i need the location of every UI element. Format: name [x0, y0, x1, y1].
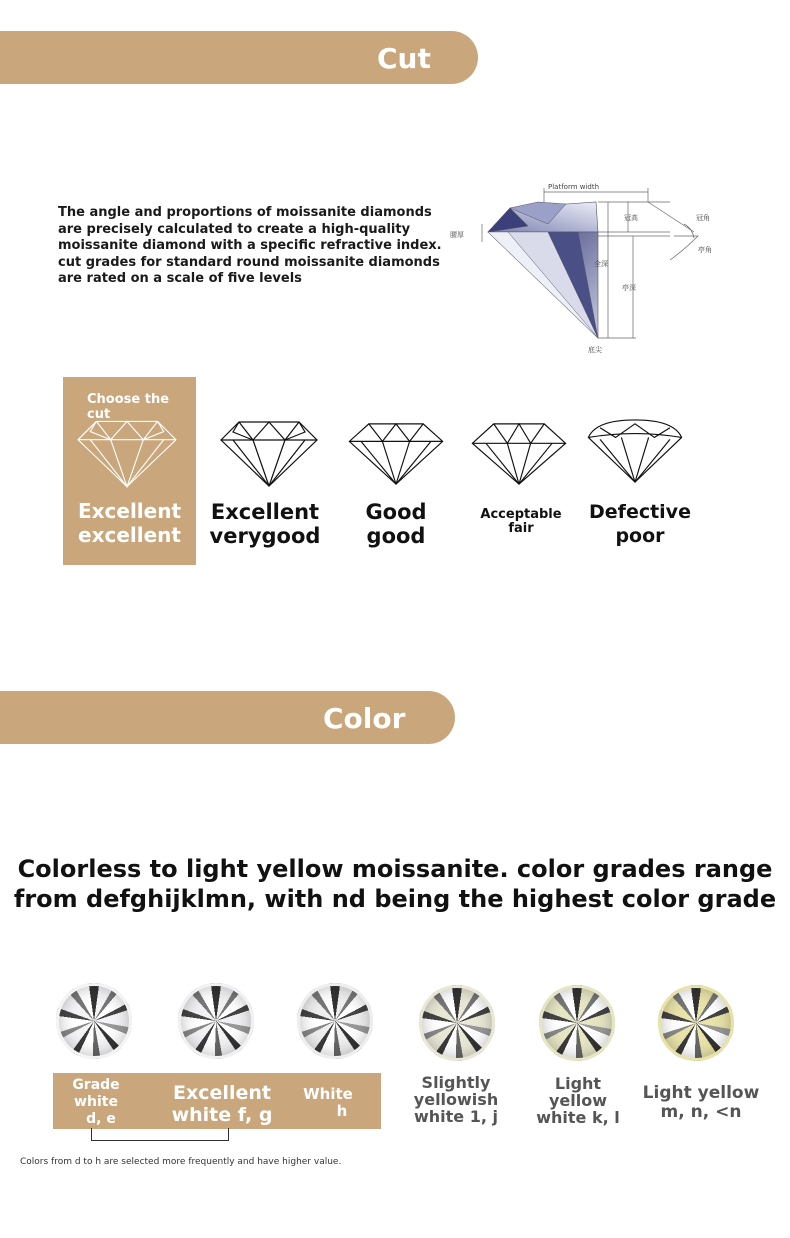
diamond-poor-icon [586, 418, 684, 486]
gem-grade-kl [539, 985, 615, 1061]
color-grade-line: white f, g [171, 1104, 273, 1126]
color-grade-line: white [74, 1094, 118, 1110]
label-total-depth: 全深 [594, 260, 608, 268]
cut-description-line: cut grades for standard round moissanite diamonds [58, 254, 440, 270]
cut-grade-line: Acceptable [480, 507, 562, 522]
color-headline [0, 854, 790, 914]
gem-grade-h [297, 983, 373, 1059]
choose-cut-box [63, 377, 196, 565]
color-grade-line: white k, l [536, 1108, 620, 1127]
label-pavilion-depth: 亭深 [622, 284, 636, 292]
diamond-very-good-icon [218, 418, 320, 488]
cut-description-line: are rated on a scale of five levels [58, 271, 302, 286]
gem-grade-de [56, 983, 132, 1059]
cut-description-line: moissanite diamond with a specific refractive index. [58, 238, 442, 253]
cut-grade-line: poor [615, 525, 665, 547]
color-grade-line: yellow [548, 1091, 608, 1110]
color-grade-line: d, e [86, 1111, 116, 1127]
gem-grade-ij [419, 985, 495, 1061]
cut-grade-line: Defective [589, 501, 691, 523]
diamond-proportion-diagram [448, 180, 728, 358]
label-pavilion-angle: 亭角 [698, 246, 712, 254]
color-grade-line: Excellent [173, 1082, 271, 1104]
preferred-range-bracket [91, 1128, 229, 1141]
cut-grade-line: verygood [209, 524, 321, 548]
color-grade-line: Light [554, 1074, 602, 1093]
cut-grade-line: Excellent [77, 499, 182, 523]
cut-description-line: The angle and proportions of moissanite diamonds [58, 205, 432, 220]
color-grade-line: White [303, 1085, 353, 1103]
color-grade-line: Light yellow [642, 1083, 760, 1103]
label-crown-angle: 冠角 [696, 214, 710, 222]
color-section-banner [0, 691, 455, 744]
label-girdle: 腰厚 [450, 231, 464, 239]
diamond-excellent-icon [76, 417, 178, 489]
cut-section-banner [0, 31, 478, 84]
color-section-title: Color [323, 702, 406, 735]
cut-grade-line: fair [508, 521, 534, 536]
color-grade-line: h [336, 1102, 348, 1120]
color-grade-line: yellowish [413, 1090, 499, 1109]
diamond-fair-icon [470, 420, 568, 488]
cut-grade-line: excellent [78, 523, 181, 547]
cut-grade-line: good [366, 524, 426, 548]
diamond-good-icon [346, 420, 446, 488]
cut-description-line: are precisely calculated to create a high-quality [58, 221, 411, 237]
cut-section-title: Cut [377, 42, 431, 75]
color-grade-line: Grade [72, 1077, 120, 1093]
cut-description [58, 205, 458, 288]
label-platform-width: Platform width [548, 183, 600, 191]
cut-grade-line: Good [365, 500, 427, 524]
color-footnote: Colors from d to h are selected more frequently and have higher value. [20, 1157, 342, 1167]
cut-grade-line: Excellent [210, 500, 320, 524]
label-crown-height: 冠高 [624, 214, 638, 222]
gem-grade-mn [658, 985, 734, 1061]
label-culet: 底尖 [588, 346, 602, 354]
color-grade-line: white 1, j [414, 1107, 498, 1126]
choose-cut-title: Choose the cut [87, 392, 170, 422]
color-headline-line: Colorless to light yellow moissanite. color grades range [17, 855, 773, 883]
color-grade-line: Slightly [421, 1073, 491, 1092]
gem-grade-fg [178, 983, 254, 1059]
color-headline-line: from defghijklmn, with nd being the highest color grade [13, 885, 777, 913]
color-grade-line: m, n, <n [660, 1102, 742, 1122]
